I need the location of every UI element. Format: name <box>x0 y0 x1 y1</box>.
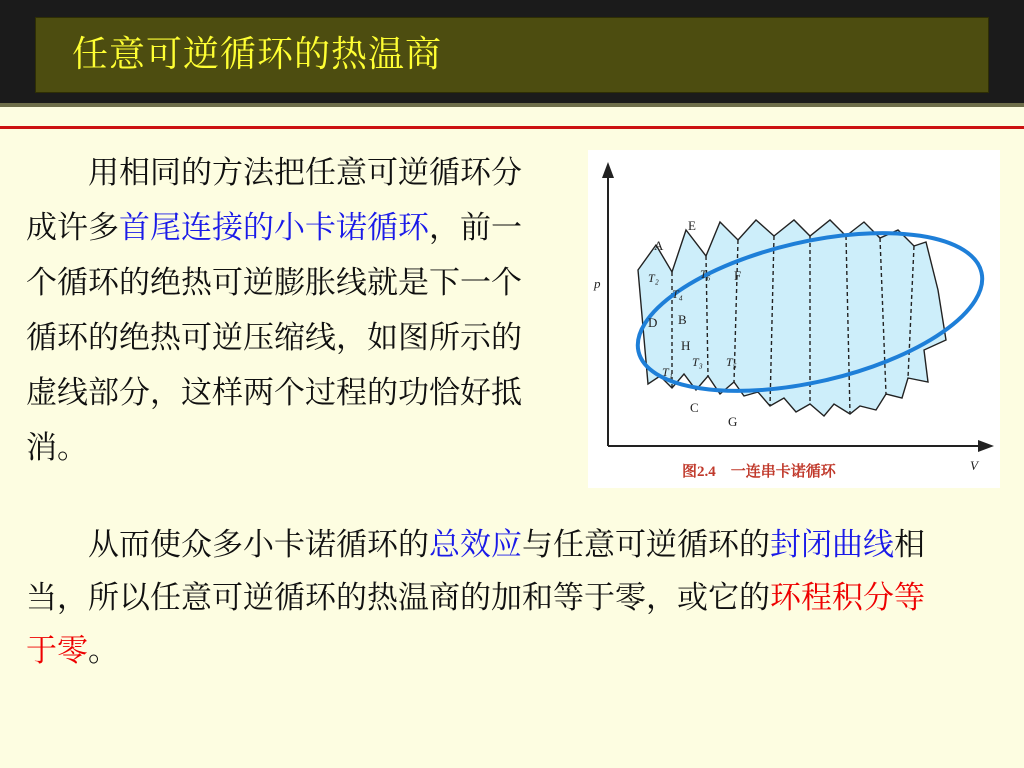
divider-spacer <box>0 107 1024 125</box>
paragraph-2-highlight-closed-curve: 封闭曲线 <box>770 527 894 563</box>
point-label-b: B <box>678 312 687 327</box>
paragraph-2 <box>26 519 926 678</box>
title-panel <box>35 17 989 93</box>
axis-y-label: p <box>594 276 601 291</box>
title-bar <box>0 0 1024 103</box>
paragraph-2-seg-4: 相当，所以任意可逆循环的热温商的加和等于零，或它的 <box>26 527 925 616</box>
slide-title: 任意可逆循环的热温商 <box>72 34 443 75</box>
paragraph-1-seg-0: 用相同的方法把任意可逆循环分成许多 <box>26 155 522 246</box>
temperature-label-t3: T₃ <box>692 355 703 369</box>
paragraph-2-seg-6: 。 <box>88 633 119 669</box>
paragraph-2-seg-2: 与任意可逆循环的 <box>522 527 770 563</box>
point-label-e: E <box>688 218 696 233</box>
point-label-g: G <box>728 414 738 429</box>
axis-x-label: V <box>970 458 978 473</box>
point-label-c: C <box>690 400 699 415</box>
paragraph-1-highlight-carnot: 首尾连接的小卡诺循环 <box>119 210 429 246</box>
carnot-cycles-figure <box>588 150 1000 488</box>
paragraph-2-highlight-cyclic-integral: 环程积分等于零 <box>26 580 925 669</box>
paragraph-2-seg-0: 从而使众多小卡诺循环的 <box>88 527 429 563</box>
temperature-label-t2: T₂ <box>648 271 659 285</box>
paragraph-1 <box>26 146 550 476</box>
temperature-label-t6: T₆ <box>700 267 711 281</box>
temperature-label-t5: T₅ <box>726 355 737 369</box>
paragraph-2-highlight-total-effect: 总效应 <box>429 527 522 563</box>
temperature-label-t1: T₁ <box>662 365 673 379</box>
temperature-label-t4: T₄ <box>672 287 683 301</box>
point-label-f: F <box>734 268 742 283</box>
point-label-a: A <box>654 238 664 253</box>
paragraph-1-indent <box>26 155 88 191</box>
accent-rule <box>0 126 1024 129</box>
figure-caption: 图2.4 一连串卡诺循环 <box>682 464 836 480</box>
paragraph-2-indent <box>26 527 88 563</box>
point-label-h: H <box>681 338 691 353</box>
point-label-d: D <box>648 315 658 330</box>
pv-diagram <box>588 150 1000 488</box>
paragraph-1-seg-2: ，前一个循环的绝热可逆膨胀线就是下一个循环的绝热可逆压缩线，如图所示的虚线部分，这样两个过程的功恰好抵消。 <box>26 210 522 466</box>
